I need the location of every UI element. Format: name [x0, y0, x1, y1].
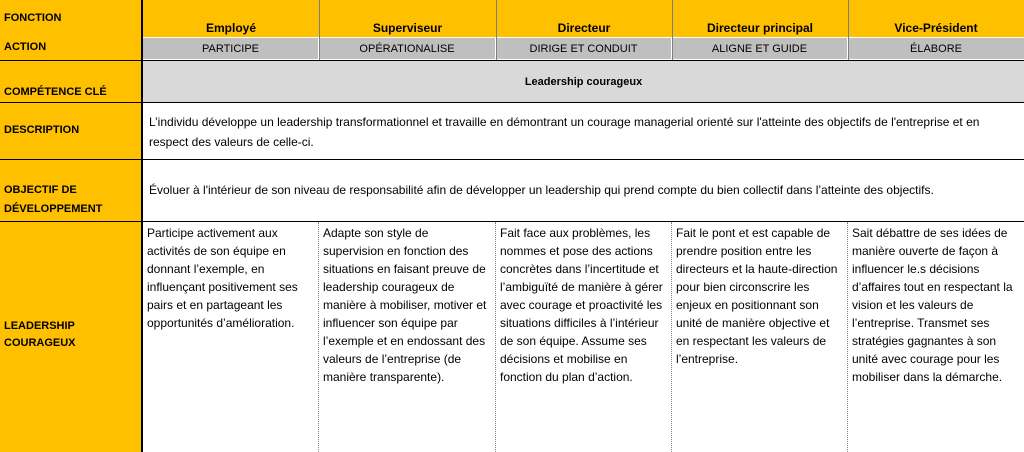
divider [142, 0, 143, 452]
divider [496, 0, 497, 60]
behaviour-cell: Fait face aux problèmes, les nommes et pose des actions concrètes dans l’incertitude et l’ambiguïté de manière à gérer avec courage et proactivité les situations difficiles à l’intérieur de son équipe. Assume ses décisions et mobilise en fonction du plan d’action. [496, 222, 672, 452]
function-title: Superviseur [372, 21, 443, 35]
label-objectif-line1: OBJECTIF DE [4, 184, 77, 196]
function-title: Employé [205, 21, 256, 35]
label-objectif [0, 160, 142, 221]
label-competence: COMPÉTENCE CLÉ [0, 61, 142, 102]
behaviour-cell: Fait le pont et est capable de prendre position entre les directeurs et la haute-direction pour bien circonscrire les enjeux en positionnant son unité de manière objective et en respectant les valeurs de l’entreprise. [672, 222, 848, 452]
label-description: DESCRIPTION [0, 103, 142, 159]
action-label: PARTICIPE [143, 38, 319, 59]
label-leadership [0, 222, 142, 452]
divider [848, 0, 849, 60]
label-fonction-action [0, 0, 142, 60]
label-objectif-line2: DÉVELOPPEMENT [4, 203, 103, 215]
behaviour-cell: Participe activement aux activités de son équipe en donnant l’exemple, en influençant positivement ses pairs et en partageant les opportunités d’amélioration. [143, 222, 319, 452]
label-leadership-line1: LEADERSHIP [4, 320, 75, 332]
label-action: ACTION [4, 41, 47, 53]
behaviour-cell: Sait débattre de ses idées de manière ouverte de façon à influencer le.s décisions d’affaires tout en respectant la vision et les valeurs de l’entreprise. Transmet ses stratégies gagnantes à son unité avec courage pour les mobiliser dans la démarche. [852, 226, 1013, 384]
divider [672, 0, 673, 60]
behaviour-row [143, 222, 1024, 452]
divider [0, 221, 1024, 222]
objectif-text: Évoluer à l'intérieur de son niveau de responsabilité afin de développer un leadership qui prend compte du bien collectif dans l’atteinte des objectifs. [149, 183, 934, 197]
label-fonction: FONCTION [4, 12, 62, 24]
function-header-row [143, 0, 1024, 37]
divider [0, 102, 1024, 103]
behaviour-cell: Adapte son style de supervision en fonction des situations en faisant preuve de leadership courageux de manière à mobiliser, motiver et influencer son équipe par l’exemple et en endossant des valeurs de l’entreprise (de manière transparente). [319, 222, 496, 452]
function-title: Vice-Président [894, 21, 978, 35]
action-label: ÉLABORE [910, 42, 962, 55]
label-leadership-line2: COURAGEUX [4, 337, 76, 349]
action-label: DIRIGE ET CONDUIT [496, 38, 672, 59]
function-title: Directeur principal [706, 21, 814, 35]
action-label: OPÉRATIONALISE [319, 38, 496, 59]
divider [0, 159, 1024, 160]
description-text: L’individu développe un leadership transformationnel et travaille en démontrant un courage managerial orienté sur l'atteinte des objectifs de l'entreprise et en respect des valeurs de celle-ci. [149, 115, 980, 149]
function-title: Directeur [557, 21, 611, 35]
action-label: ALIGNE ET GUIDE [672, 38, 848, 59]
action-header-row [143, 38, 1024, 59]
divider [319, 0, 320, 60]
competence-title: Leadership courageux [143, 61, 1024, 102]
divider [0, 60, 1024, 61]
